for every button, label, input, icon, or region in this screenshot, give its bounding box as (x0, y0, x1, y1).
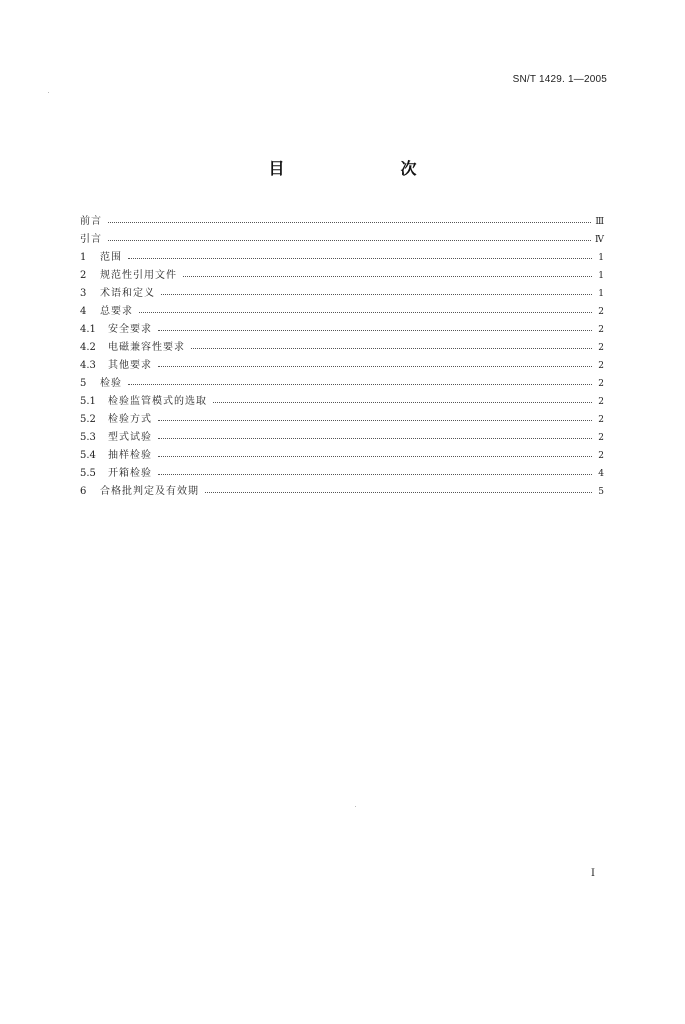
toc-entry-label: 术语和定义 (100, 288, 155, 299)
toc-entry-page: 2 (598, 343, 604, 353)
toc-entry-label: 开箱检验 (108, 468, 152, 479)
toc-entry-number: 5.3 (80, 432, 96, 443)
toc-entry-page: 4 (598, 469, 604, 479)
toc-leader-dots (158, 366, 592, 367)
toc-leader-dots (205, 492, 592, 493)
toc-leader-dots (108, 240, 591, 241)
toc-entry[interactable] (80, 429, 604, 447)
toc-leader-dots (128, 258, 592, 259)
toc-entry-number: 4.1 (80, 324, 96, 335)
toc-entry-page: 2 (598, 379, 604, 389)
toc-leader-dots (139, 312, 592, 313)
toc-entry-page: 2 (598, 433, 604, 443)
toc-leader-dots (158, 330, 592, 331)
toc-entry-page: 1 (598, 271, 604, 281)
table-of-contents (80, 213, 604, 501)
toc-entry-label: 合格批判定及有效期 (100, 486, 199, 497)
toc-entry-number: 5.5 (80, 468, 96, 479)
toc-entry-label: 安全要求 (108, 324, 152, 335)
toc-entry[interactable] (80, 411, 604, 429)
toc-entry-number: 2 (80, 270, 87, 281)
toc-entry-page: Ⅳ (595, 235, 604, 245)
toc-entry-number: 5.2 (80, 414, 96, 425)
toc-entry-page: 2 (598, 415, 604, 425)
toc-entry-page: 2 (598, 397, 604, 407)
toc-entry-number: 3 (80, 288, 87, 299)
toc-leader-dots (128, 384, 592, 385)
toc-entry-label: 检验监管模式的选取 (108, 396, 207, 407)
toc-entry-page: 2 (598, 451, 604, 461)
toc-entry-label: 总要求 (100, 306, 133, 317)
toc-entry-page: Ⅲ (595, 217, 604, 227)
toc-entry[interactable] (80, 249, 604, 267)
page-title: 目 次 (268, 159, 445, 178)
toc-entry-label: 规范性引用文件 (100, 270, 177, 281)
toc-entry-page: 1 (598, 253, 604, 263)
toc-leader-dots (158, 438, 592, 439)
toc-entry-label: 范围 (100, 252, 122, 263)
toc-entry-number: 5 (80, 378, 87, 389)
toc-entry-number: 5.1 (80, 396, 96, 407)
toc-entry[interactable] (80, 267, 604, 285)
toc-entry[interactable] (80, 303, 604, 321)
toc-entry[interactable] (80, 213, 604, 231)
toc-entry-number: 6 (80, 486, 87, 497)
toc-leader-dots (158, 474, 592, 475)
toc-entry[interactable] (80, 447, 604, 465)
toc-leader-dots (213, 402, 592, 403)
toc-entry[interactable] (80, 321, 604, 339)
toc-leader-dots (161, 294, 592, 295)
toc-entry[interactable] (80, 465, 604, 483)
toc-leader-dots (158, 420, 592, 421)
toc-leader-dots (158, 456, 592, 457)
toc-entry-number: 4.3 (80, 360, 96, 371)
toc-entry-label: 抽样检验 (108, 450, 152, 461)
scan-speck (355, 806, 356, 807)
toc-entry-page: 1 (598, 289, 604, 299)
toc-entry-label: 型式试验 (108, 432, 152, 443)
page-number: I (591, 868, 595, 879)
toc-entry-page: 2 (598, 325, 604, 335)
toc-entry[interactable] (80, 483, 604, 501)
toc-entry-page: 2 (598, 361, 604, 371)
toc-entry[interactable] (80, 339, 604, 357)
scan-speck (48, 92, 49, 93)
toc-entry-number: 4 (80, 306, 87, 317)
toc-leader-dots (183, 276, 592, 277)
toc-entry[interactable] (80, 231, 604, 249)
toc-entry[interactable] (80, 375, 604, 393)
toc-entry-page: 2 (598, 307, 604, 317)
toc-leader-dots (108, 222, 591, 223)
toc-entry-label: 电磁兼容性要求 (108, 342, 185, 353)
toc-entry-label: 前言 (80, 216, 102, 227)
toc-entry-label: 引言 (80, 234, 102, 245)
toc-leader-dots (191, 348, 592, 349)
standard-code: SN/T 1429. 1—2005 (512, 74, 607, 85)
toc-entry-number: 1 (80, 252, 87, 263)
toc-entry-label: 检验方式 (108, 414, 152, 425)
toc-entry-number: 5.4 (80, 450, 96, 461)
toc-entry-label: 检验 (100, 378, 122, 389)
toc-entry-label: 其他要求 (108, 360, 152, 371)
toc-entry[interactable] (80, 393, 604, 411)
toc-entry[interactable] (80, 357, 604, 375)
toc-entry-number: 4.2 (80, 342, 96, 353)
toc-entry-page: 5 (598, 487, 604, 497)
toc-entry[interactable] (80, 285, 604, 303)
